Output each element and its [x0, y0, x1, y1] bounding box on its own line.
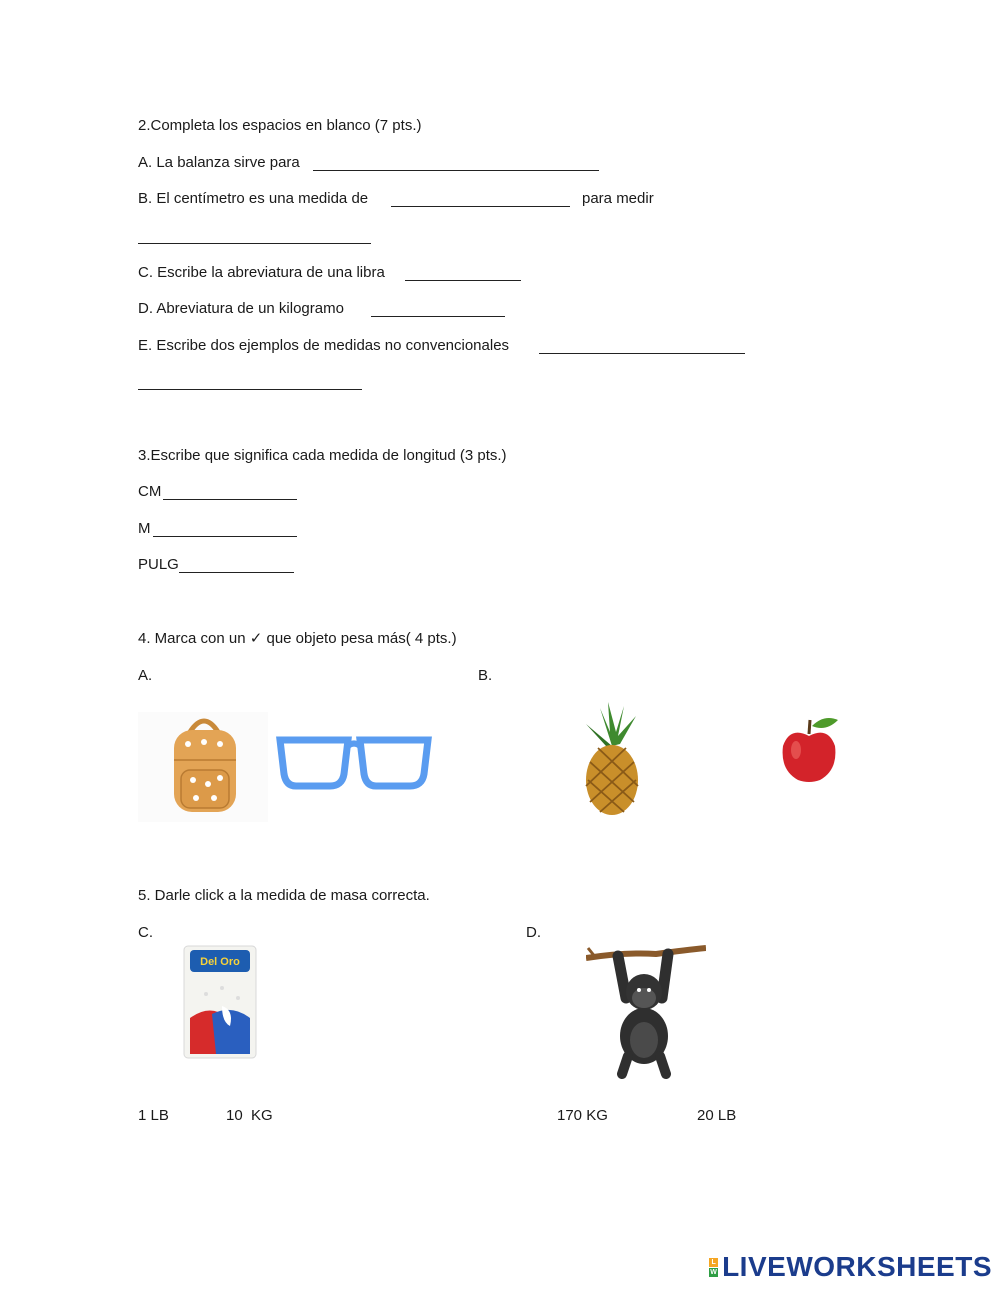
blank-c[interactable]	[405, 280, 521, 281]
blank-m[interactable]	[153, 536, 297, 537]
label-d: D.	[526, 924, 541, 941]
blank-d[interactable]	[371, 316, 505, 317]
m-label: M	[138, 520, 151, 537]
backpack-image[interactable]	[138, 712, 268, 822]
rice-bag-image	[182, 944, 258, 1060]
brand-name: LIVEWORKSHEETS	[722, 1251, 992, 1282]
item-b-tail: para medir	[582, 190, 654, 207]
blank-b2[interactable]	[138, 243, 371, 244]
gorilla-image	[586, 944, 706, 1080]
logo-tiles-icon: L W	[710, 1258, 717, 1276]
label-a: A.	[138, 667, 153, 684]
item-d-text: D. Abreviatura de un kilogramo	[138, 300, 344, 317]
section5-title: 5. Darle click a la medida de masa correcta.	[138, 887, 430, 904]
label-c: C.	[138, 924, 153, 941]
option-1-lb[interactable]: 1 LB	[138, 1107, 169, 1124]
blank-pulg[interactable]	[179, 572, 294, 573]
item-c-text: C. Escribe la abreviatura de una libra	[138, 264, 385, 281]
pulg-label: PULG	[138, 556, 179, 573]
rice-brand-text: Del Oro	[200, 956, 240, 968]
checkmark-icon: ✓	[249, 630, 263, 647]
item-e-text: E. Escribe dos ejemplos de medidas no convencionales	[138, 337, 510, 354]
item-a-text: A. La balanza sirve para	[138, 154, 300, 171]
label-b: B.	[478, 667, 493, 684]
section2-title: 2.Completa los espacios en blanco (7 pts.)	[138, 117, 422, 134]
pineapple-image[interactable]	[572, 702, 652, 816]
liveworksheets-logo	[709, 1251, 992, 1283]
blank-e2[interactable]	[138, 389, 362, 390]
item-b-text: B. El centímetro es una medida de	[138, 190, 369, 207]
section4-title: 4. Marca con un ✓ que objeto pesa más( 4 pts.)	[138, 630, 457, 647]
cm-label: CM	[138, 483, 162, 500]
apple-image[interactable]	[778, 714, 840, 784]
blank-a[interactable]	[313, 170, 599, 171]
section3-title: 3.Escribe que significa cada medida de longitud (3 pts.)	[138, 447, 507, 464]
glasses-image[interactable]	[276, 730, 432, 792]
blank-cm[interactable]	[163, 499, 297, 500]
blank-b1[interactable]	[391, 206, 570, 207]
option-20-lb[interactable]: 20 LB	[697, 1107, 737, 1124]
option-170-kg[interactable]: 170 KG	[557, 1107, 608, 1124]
option-10-kg[interactable]: 10 KG	[226, 1107, 273, 1124]
blank-e1[interactable]	[539, 353, 745, 354]
